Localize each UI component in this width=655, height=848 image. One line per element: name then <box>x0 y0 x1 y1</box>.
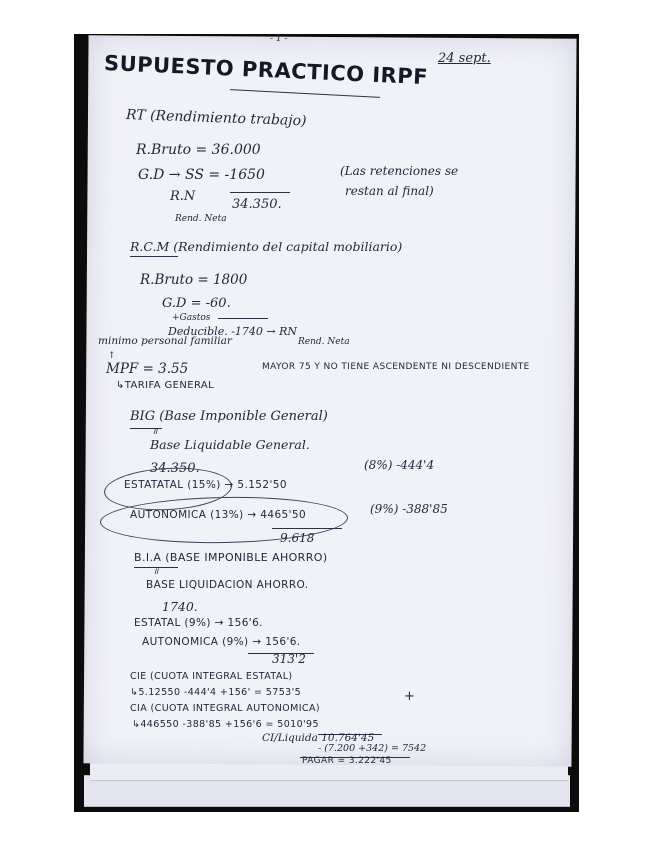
big-sum-line <box>272 528 342 529</box>
cie-heading: CIE (CUOTA INTEGRAL ESTATAL) <box>130 671 293 682</box>
rcm-gd: G.D = -60. <box>162 296 231 311</box>
big-sum: 9.618 <box>280 531 315 545</box>
mpf-note: MAYOR 75 Y NO TIENE ASCENDENTE NI DESCENDIENTE <box>262 362 530 372</box>
page-number: - 1 - <box>270 34 288 44</box>
big-equals: ॥ <box>152 427 158 437</box>
minimo-note: minimo personal familiar <box>98 335 232 347</box>
rcm-bruto: R.Bruto = 1800 <box>140 272 248 288</box>
rcm-sum-line <box>218 318 268 319</box>
rt-heading: RT (Rendimiento trabajo) <box>125 107 307 130</box>
rt-rend-neta: Rend. Neta <box>175 214 227 224</box>
bia-autonomica: AUTONOMICA (9%) → 156'6. <box>142 636 301 648</box>
minimo-arrow: ↑ <box>108 351 116 361</box>
tarifa-general: ↳TARIFA GENERAL <box>116 380 215 391</box>
rt-note-1: (Las retenciones se <box>340 164 459 178</box>
bia-estatal: ESTATAL (9%) → 156'6. <box>134 617 263 629</box>
rcm-rend-neta: Rend. Neta <box>298 337 350 347</box>
rt-note-2: restan al final) <box>345 184 434 198</box>
date: 24 sept. <box>438 51 491 66</box>
rt-sum-line <box>230 192 290 193</box>
cia-calc: ↳446550 -388'85 +156'6 = 5010'95 <box>132 719 319 730</box>
cie-calc: ↳5.12550 -444'4 +156' = 5753'5 <box>130 687 302 698</box>
big-right-2: (9%) -388'85 <box>370 502 448 516</box>
rcm-heading: R.C.M (Rendimiento del capital mobiliario) <box>130 239 403 254</box>
bia-sum: 313'2 <box>272 652 306 666</box>
bia-equals: ॥ <box>153 567 159 577</box>
big-heading: BIG (Base Imponible General) <box>130 409 328 424</box>
plus-sign: + <box>404 689 415 704</box>
big-estatal: ESTATATAL (15%) → 5.152'50 <box>124 479 287 491</box>
bia-base: BASE LIQUIDACION AHORRO. <box>146 579 309 591</box>
rt-bruto: R.Bruto = 36.000 <box>136 142 261 158</box>
rcm-gastos: +Gastos <box>172 313 211 323</box>
big-autonomica: AUTONOMICA (13%) → 4465'50 <box>130 509 307 521</box>
rcm-deducible: Deducible. -1740 → RN <box>168 325 298 338</box>
rt-gd: G.D → SS = -1650 <box>138 167 265 183</box>
bia-value: 1740. <box>162 599 198 614</box>
bia-heading: B.I.A (BASE IMPONIBLE AHORRO) <box>134 551 328 564</box>
cia-heading: CIA (CUOTA INTEGRAL AUTONOMICA) <box>130 703 320 714</box>
big-right-1: (8%) -444'4 <box>364 458 435 472</box>
big-value: 34.350. <box>150 461 200 476</box>
page-title: SUPUESTO PRACTICO IRPF <box>103 51 429 90</box>
pagar-total: PAGAR = 3.222'45 <box>302 756 392 766</box>
ci-liquida: CI/Liquida 10.764'45 <box>262 732 375 744</box>
deductions: - (7.200 +342) = 7542 <box>318 743 427 754</box>
mpf-value: MPF = 3.55 <box>106 361 189 377</box>
big-base: Base Liquidable General. <box>150 437 310 452</box>
rt-rn: R.N <box>170 189 196 204</box>
rt-rn-value: 34.350. <box>232 197 282 212</box>
rcm-underline <box>130 256 178 257</box>
